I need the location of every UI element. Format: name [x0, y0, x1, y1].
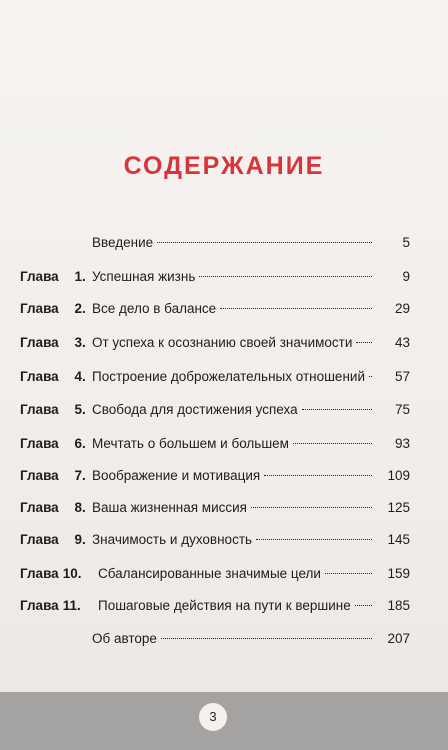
toc-entry — [20, 630, 410, 648]
chapter-marker: Глава 9. — [20, 532, 86, 547]
dot-leader — [251, 507, 372, 508]
page-number-badge: 3 — [199, 703, 227, 731]
entry-title: Успешная жизнь — [92, 269, 196, 284]
dot-leader — [302, 409, 372, 410]
toc-entry — [20, 401, 410, 419]
entry-page-number: 57 — [394, 369, 410, 384]
entry-page-number: 185 — [387, 598, 410, 613]
entry-page-number: 29 — [394, 301, 410, 316]
chapter-marker: Глава 10. — [20, 566, 82, 581]
dot-leader — [293, 443, 372, 444]
entry-title: Все дело в балансе — [92, 301, 217, 316]
entry-page-number: 9 — [402, 269, 410, 284]
dot-leader — [220, 308, 372, 309]
chapter-marker: Глава 11. — [20, 598, 81, 613]
toc-entry — [20, 435, 410, 453]
dot-leader — [355, 605, 372, 606]
toc-entry — [20, 368, 410, 386]
toc-entry — [20, 234, 410, 252]
toc-entry — [20, 300, 410, 318]
dot-leader — [325, 573, 372, 574]
toc-entry — [20, 334, 410, 352]
entry-title: От успеха к осознанию своей значимости — [92, 335, 353, 350]
dot-leader — [369, 376, 372, 377]
chapter-marker — [20, 630, 27, 648]
entry-page-number: 109 — [387, 468, 410, 483]
chapter-marker: Глава 5. — [20, 402, 86, 417]
entry-title: Построение доброжелательных отношений — [92, 369, 365, 384]
entry-title: Пошаговые действия на пути к вершине — [98, 598, 351, 613]
toc-entry — [20, 531, 410, 549]
entry-page-number: 159 — [387, 566, 410, 581]
entry-title: Свобода для достижения успеха — [92, 402, 298, 417]
toc-entry — [20, 597, 410, 615]
chapter-marker: Глава 2. — [20, 301, 86, 316]
chapter-marker: Глава 4. — [20, 369, 86, 384]
dot-leader — [157, 242, 372, 243]
entry-page-number: 93 — [394, 436, 410, 451]
entry-title: Сбалансированные значимые цели — [98, 566, 321, 581]
dot-leader — [264, 475, 372, 476]
entry-title: Значимость и духовность — [92, 532, 253, 547]
chapter-marker: Глава 8. — [20, 500, 86, 515]
entry-page-number: 145 — [387, 532, 410, 547]
entry-title: Воображение и мотивация — [92, 468, 261, 483]
dot-leader — [256, 539, 372, 540]
toc-entry — [20, 499, 410, 517]
chapter-marker: Глава 6. — [20, 436, 86, 451]
page-title: СОДЕРЖАНИЕ — [123, 152, 325, 180]
entry-page-number: 75 — [394, 402, 410, 417]
chapter-marker: Глава 7. — [20, 468, 86, 483]
entry-page-number: 125 — [387, 500, 410, 515]
toc-entry — [20, 565, 410, 583]
entry-title: Мечтать о большем и большем — [92, 436, 289, 451]
dot-leader — [356, 342, 372, 343]
dot-leader — [161, 638, 372, 639]
entry-title: Ваша жизненная миссия — [92, 500, 247, 515]
entry-page-number: 43 — [394, 335, 410, 350]
entry-title: Об авторе — [92, 631, 157, 646]
toc-entry — [20, 268, 410, 286]
chapter-marker: Глава 1. — [20, 269, 86, 284]
chapter-marker — [20, 234, 27, 252]
entry-page-number: 5 — [402, 235, 410, 250]
toc-entry — [20, 467, 410, 485]
entry-page-number: 207 — [387, 631, 410, 646]
entry-title: Введение — [92, 235, 154, 250]
dot-leader — [199, 276, 372, 277]
chapter-marker: Глава 3. — [20, 335, 86, 350]
